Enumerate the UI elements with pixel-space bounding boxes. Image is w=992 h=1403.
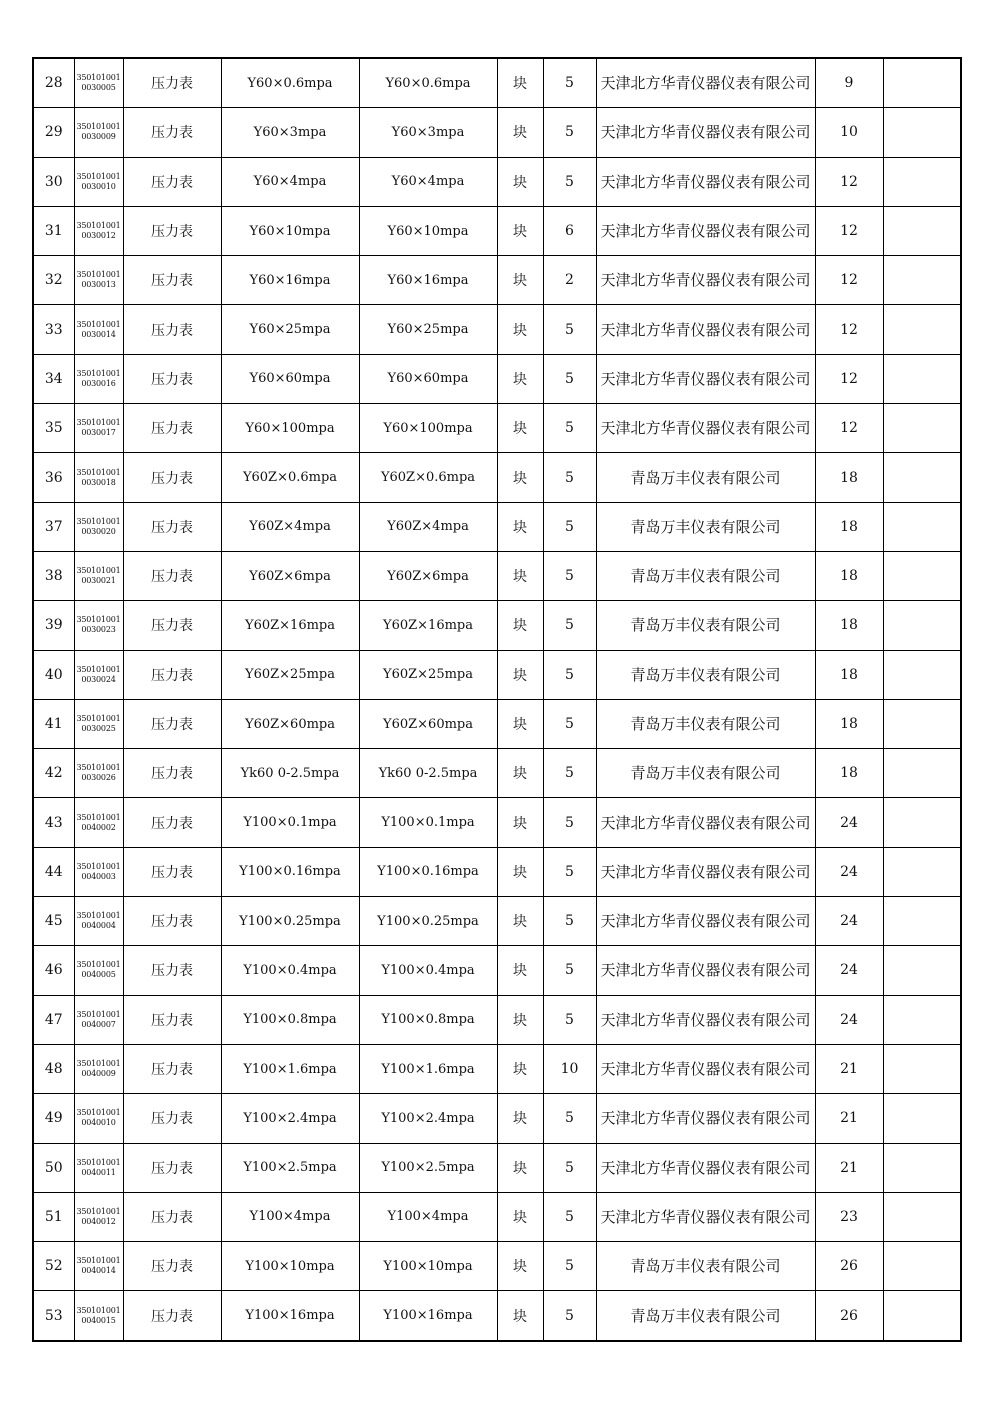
product-name-cell: 压力表 [123,206,221,255]
product-name-cell: 压力表 [123,1044,221,1093]
product-name-cell: 压力表 [123,699,221,748]
quantity-cell: 5 [543,453,596,502]
unit-cell: 块 [497,305,543,354]
remarks-cell [883,157,961,206]
table-row [33,354,961,403]
remarks-cell [883,749,961,798]
unit-cell: 块 [497,453,543,502]
price-cell: 26 [815,1291,883,1341]
product-name-cell: 压力表 [123,1291,221,1341]
quantity-cell: 5 [543,551,596,600]
quantity-cell: 5 [543,502,596,551]
quantity-cell: 5 [543,108,596,157]
table-row [33,1192,961,1241]
row-number-cell: 53 [33,1291,74,1341]
product-name-cell: 压力表 [123,749,221,798]
specification-cell: Y60Z×16mpa [221,601,359,650]
unit-cell: 块 [497,58,543,108]
table-row [33,995,961,1044]
model-cell: Y100×0.1mpa [359,798,497,847]
material-code-cell: 3501010010030017 [74,404,123,453]
row-number-cell: 44 [33,847,74,896]
unit-cell: 块 [497,206,543,255]
model-cell: Y100×2.4mpa [359,1094,497,1143]
table-row [33,58,961,108]
product-name-cell: 压力表 [123,847,221,896]
manufacturer-cell: 天津北方华青仪器仪表有限公司 [596,847,815,896]
row-number-cell: 45 [33,897,74,946]
specification-cell: Y60×60mpa [221,354,359,403]
price-cell: 26 [815,1242,883,1291]
row-number-cell: 28 [33,58,74,108]
row-number-cell: 46 [33,946,74,995]
row-number-cell: 32 [33,256,74,305]
unit-cell: 块 [497,157,543,206]
product-name-cell: 压力表 [123,305,221,354]
model-cell: Y60Z×4mpa [359,502,497,551]
manufacturer-cell: 青岛万丰仪表有限公司 [596,1242,815,1291]
price-cell: 10 [815,108,883,157]
table-row [33,946,961,995]
model-cell: Y100×0.4mpa [359,946,497,995]
price-cell: 24 [815,798,883,847]
specification-cell: Y60×4mpa [221,157,359,206]
row-number-cell: 52 [33,1242,74,1291]
material-code-cell: 3501010010040005 [74,946,123,995]
quantity-cell: 5 [543,1242,596,1291]
product-name-cell: 压力表 [123,453,221,502]
material-code-cell: 3501010010040010 [74,1094,123,1143]
table-row [33,1242,961,1291]
model-cell: Y60×0.6mpa [359,58,497,108]
unit-cell: 块 [497,1143,543,1192]
table-row [33,502,961,551]
remarks-cell [883,1291,961,1341]
table-row [33,749,961,798]
specification-cell: Y100×0.8mpa [221,995,359,1044]
inventory-table [32,57,962,1342]
unit-cell: 块 [497,650,543,699]
row-number-cell: 41 [33,699,74,748]
model-cell: Y60×16mpa [359,256,497,305]
manufacturer-cell: 天津北方华青仪器仪表有限公司 [596,157,815,206]
price-cell: 12 [815,256,883,305]
model-cell: Y100×10mpa [359,1242,497,1291]
price-cell: 18 [815,601,883,650]
product-name-cell: 压力表 [123,650,221,699]
document-page [32,57,960,1342]
table-row [33,1044,961,1093]
table-row [33,650,961,699]
quantity-cell: 6 [543,206,596,255]
product-name-cell: 压力表 [123,404,221,453]
model-cell: Y100×16mpa [359,1291,497,1341]
price-cell: 21 [815,1143,883,1192]
model-cell: Y100×2.5mpa [359,1143,497,1192]
unit-cell: 块 [497,847,543,896]
price-cell: 12 [815,305,883,354]
manufacturer-cell: 天津北方华青仪器仪表有限公司 [596,404,815,453]
table-row [33,108,961,157]
model-cell: Y60×3mpa [359,108,497,157]
table-row [33,206,961,255]
remarks-cell [883,1192,961,1241]
specification-cell: Y100×0.25mpa [221,897,359,946]
product-name-cell: 压力表 [123,946,221,995]
specification-cell: Y100×16mpa [221,1291,359,1341]
manufacturer-cell: 青岛万丰仪表有限公司 [596,551,815,600]
specification-cell: Y100×0.1mpa [221,798,359,847]
model-cell: Y100×0.16mpa [359,847,497,896]
price-cell: 23 [815,1192,883,1241]
price-cell: 12 [815,157,883,206]
material-code-cell: 3501010010030010 [74,157,123,206]
manufacturer-cell: 天津北方华青仪器仪表有限公司 [596,946,815,995]
quantity-cell: 5 [543,749,596,798]
model-cell: Y60Z×6mpa [359,551,497,600]
material-code-cell: 3501010010030026 [74,749,123,798]
specification-cell: Y60Z×60mpa [221,699,359,748]
material-code-cell: 3501010010040009 [74,1044,123,1093]
product-name-cell: 压力表 [123,1192,221,1241]
product-name-cell: 压力表 [123,601,221,650]
material-code-cell: 3501010010040012 [74,1192,123,1241]
price-cell: 18 [815,502,883,551]
table-row [33,798,961,847]
remarks-cell [883,798,961,847]
model-cell: Y100×1.6mpa [359,1044,497,1093]
manufacturer-cell: 青岛万丰仪表有限公司 [596,453,815,502]
material-code-cell: 3501010010030023 [74,601,123,650]
table-row [33,897,961,946]
manufacturer-cell: 青岛万丰仪表有限公司 [596,1291,815,1341]
quantity-cell: 5 [543,601,596,650]
table-row [33,699,961,748]
row-number-cell: 34 [33,354,74,403]
row-number-cell: 48 [33,1044,74,1093]
model-cell: Y100×4mpa [359,1192,497,1241]
specification-cell: Y100×10mpa [221,1242,359,1291]
product-name-cell: 压力表 [123,502,221,551]
remarks-cell [883,108,961,157]
model-cell: Y100×0.8mpa [359,995,497,1044]
material-code-cell: 3501010010040011 [74,1143,123,1192]
row-number-cell: 47 [33,995,74,1044]
manufacturer-cell: 天津北方华青仪器仪表有限公司 [596,1192,815,1241]
material-code-cell: 3501010010030009 [74,108,123,157]
model-cell: Y60×10mpa [359,206,497,255]
unit-cell: 块 [497,798,543,847]
product-name-cell: 压力表 [123,995,221,1044]
specification-cell: Y60Z×25mpa [221,650,359,699]
quantity-cell: 5 [543,650,596,699]
specification-cell: Y60×3mpa [221,108,359,157]
manufacturer-cell: 天津北方华青仪器仪表有限公司 [596,1143,815,1192]
quantity-cell: 5 [543,1094,596,1143]
unit-cell: 块 [497,946,543,995]
remarks-cell [883,601,961,650]
specification-cell: Y100×1.6mpa [221,1044,359,1093]
quantity-cell: 5 [543,404,596,453]
row-number-cell: 50 [33,1143,74,1192]
table-row [33,551,961,600]
price-cell: 21 [815,1094,883,1143]
table-row [33,1291,961,1341]
row-number-cell: 36 [33,453,74,502]
specification-cell: Y60×25mpa [221,305,359,354]
specification-cell: Y100×0.16mpa [221,847,359,896]
specification-cell: Y100×0.4mpa [221,946,359,995]
unit-cell: 块 [497,108,543,157]
unit-cell: 块 [497,1094,543,1143]
manufacturer-cell: 青岛万丰仪表有限公司 [596,502,815,551]
specification-cell: Y60Z×0.6mpa [221,453,359,502]
remarks-cell [883,404,961,453]
price-cell: 24 [815,897,883,946]
price-cell: 18 [815,650,883,699]
row-number-cell: 39 [33,601,74,650]
price-cell: 18 [815,453,883,502]
manufacturer-cell: 天津北方华青仪器仪表有限公司 [596,1044,815,1093]
product-name-cell: 压力表 [123,256,221,305]
table-row [33,157,961,206]
row-number-cell: 38 [33,551,74,600]
model-cell: Y60×25mpa [359,305,497,354]
price-cell: 18 [815,699,883,748]
unit-cell: 块 [497,256,543,305]
specification-cell: Y60×10mpa [221,206,359,255]
model-cell: Y60Z×60mpa [359,699,497,748]
manufacturer-cell: 青岛万丰仪表有限公司 [596,650,815,699]
manufacturer-cell: 天津北方华青仪器仪表有限公司 [596,206,815,255]
material-code-cell: 3501010010040004 [74,897,123,946]
specification-cell: Y60×100mpa [221,404,359,453]
unit-cell: 块 [497,354,543,403]
price-cell: 18 [815,749,883,798]
price-cell: 24 [815,946,883,995]
material-code-cell: 3501010010030025 [74,699,123,748]
row-number-cell: 35 [33,404,74,453]
remarks-cell [883,58,961,108]
model-cell: Y60×60mpa [359,354,497,403]
table-row [33,404,961,453]
row-number-cell: 33 [33,305,74,354]
specification-cell: Yk60 0-2.5mpa [221,749,359,798]
quantity-cell: 2 [543,256,596,305]
specification-cell: Y60×16mpa [221,256,359,305]
table-row [33,256,961,305]
row-number-cell: 51 [33,1192,74,1241]
manufacturer-cell: 天津北方华青仪器仪表有限公司 [596,995,815,1044]
remarks-cell [883,453,961,502]
model-cell: Y60Z×25mpa [359,650,497,699]
manufacturer-cell: 青岛万丰仪表有限公司 [596,699,815,748]
manufacturer-cell: 天津北方华青仪器仪表有限公司 [596,897,815,946]
remarks-cell [883,1242,961,1291]
product-name-cell: 压力表 [123,354,221,403]
price-cell: 9 [815,58,883,108]
manufacturer-cell: 天津北方华青仪器仪表有限公司 [596,58,815,108]
manufacturer-cell: 天津北方华青仪器仪表有限公司 [596,256,815,305]
remarks-cell [883,1094,961,1143]
price-cell: 12 [815,354,883,403]
quantity-cell: 5 [543,157,596,206]
quantity-cell: 5 [543,1143,596,1192]
row-number-cell: 43 [33,798,74,847]
quantity-cell: 5 [543,995,596,1044]
product-name-cell: 压力表 [123,108,221,157]
remarks-cell [883,1044,961,1093]
material-code-cell: 3501010010030024 [74,650,123,699]
price-cell: 12 [815,206,883,255]
remarks-cell [883,354,961,403]
material-code-cell: 3501010010030005 [74,58,123,108]
quantity-cell: 5 [543,897,596,946]
unit-cell: 块 [497,601,543,650]
product-name-cell: 压力表 [123,1143,221,1192]
specification-cell: Y60Z×6mpa [221,551,359,600]
material-code-cell: 3501010010030012 [74,206,123,255]
unit-cell: 块 [497,1044,543,1093]
material-code-cell: 3501010010030018 [74,453,123,502]
remarks-cell [883,995,961,1044]
unit-cell: 块 [497,502,543,551]
material-code-cell: 3501010010040007 [74,995,123,1044]
manufacturer-cell: 青岛万丰仪表有限公司 [596,601,815,650]
product-name-cell: 压力表 [123,1094,221,1143]
material-code-cell: 3501010010030020 [74,502,123,551]
material-code-cell: 3501010010040002 [74,798,123,847]
quantity-cell: 5 [543,354,596,403]
model-cell: Y100×0.25mpa [359,897,497,946]
unit-cell: 块 [497,995,543,1044]
row-number-cell: 30 [33,157,74,206]
quantity-cell: 5 [543,946,596,995]
material-code-cell: 3501010010040014 [74,1242,123,1291]
manufacturer-cell: 天津北方华青仪器仪表有限公司 [596,1094,815,1143]
unit-cell: 块 [497,551,543,600]
table-row [33,305,961,354]
remarks-cell [883,897,961,946]
table-row [33,1143,961,1192]
model-cell: Y60×100mpa [359,404,497,453]
table-body [33,58,961,1341]
remarks-cell [883,206,961,255]
manufacturer-cell: 青岛万丰仪表有限公司 [596,749,815,798]
unit-cell: 块 [497,1291,543,1341]
model-cell: Yk60 0-2.5mpa [359,749,497,798]
manufacturer-cell: 天津北方华青仪器仪表有限公司 [596,108,815,157]
material-code-cell: 3501010010030013 [74,256,123,305]
price-cell: 21 [815,1044,883,1093]
material-code-cell: 3501010010030016 [74,354,123,403]
row-number-cell: 42 [33,749,74,798]
row-number-cell: 49 [33,1094,74,1143]
remarks-cell [883,946,961,995]
unit-cell: 块 [497,897,543,946]
unit-cell: 块 [497,404,543,453]
model-cell: Y60Z×16mpa [359,601,497,650]
specification-cell: Y100×2.4mpa [221,1094,359,1143]
row-number-cell: 40 [33,650,74,699]
table-row [33,1094,961,1143]
quantity-cell: 5 [543,58,596,108]
price-cell: 24 [815,995,883,1044]
manufacturer-cell: 天津北方华青仪器仪表有限公司 [596,798,815,847]
remarks-cell [883,305,961,354]
specification-cell: Y100×2.5mpa [221,1143,359,1192]
unit-cell: 块 [497,749,543,798]
manufacturer-cell: 天津北方华青仪器仪表有限公司 [596,305,815,354]
table-row [33,453,961,502]
specification-cell: Y60Z×4mpa [221,502,359,551]
remarks-cell [883,650,961,699]
remarks-cell [883,699,961,748]
product-name-cell: 压力表 [123,551,221,600]
model-cell: Y60×4mpa [359,157,497,206]
material-code-cell: 3501010010040015 [74,1291,123,1341]
row-number-cell: 31 [33,206,74,255]
remarks-cell [883,1143,961,1192]
row-number-cell: 29 [33,108,74,157]
product-name-cell: 压力表 [123,798,221,847]
product-name-cell: 压力表 [123,897,221,946]
specification-cell: Y100×4mpa [221,1192,359,1241]
unit-cell: 块 [497,1242,543,1291]
unit-cell: 块 [497,699,543,748]
price-cell: 24 [815,847,883,896]
quantity-cell: 10 [543,1044,596,1093]
remarks-cell [883,502,961,551]
remarks-cell [883,256,961,305]
material-code-cell: 3501010010030021 [74,551,123,600]
model-cell: Y60Z×0.6mpa [359,453,497,502]
product-name-cell: 压力表 [123,1242,221,1291]
quantity-cell: 5 [543,1291,596,1341]
remarks-cell [883,847,961,896]
price-cell: 18 [815,551,883,600]
product-name-cell: 压力表 [123,58,221,108]
quantity-cell: 5 [543,699,596,748]
specification-cell: Y60×0.6mpa [221,58,359,108]
price-cell: 12 [815,404,883,453]
row-number-cell: 37 [33,502,74,551]
table-row [33,601,961,650]
quantity-cell: 5 [543,1192,596,1241]
manufacturer-cell: 天津北方华青仪器仪表有限公司 [596,354,815,403]
unit-cell: 块 [497,1192,543,1241]
table-row [33,847,961,896]
quantity-cell: 5 [543,847,596,896]
material-code-cell: 3501010010030014 [74,305,123,354]
quantity-cell: 5 [543,305,596,354]
product-name-cell: 压力表 [123,157,221,206]
remarks-cell [883,551,961,600]
material-code-cell: 3501010010040003 [74,847,123,896]
quantity-cell: 5 [543,798,596,847]
